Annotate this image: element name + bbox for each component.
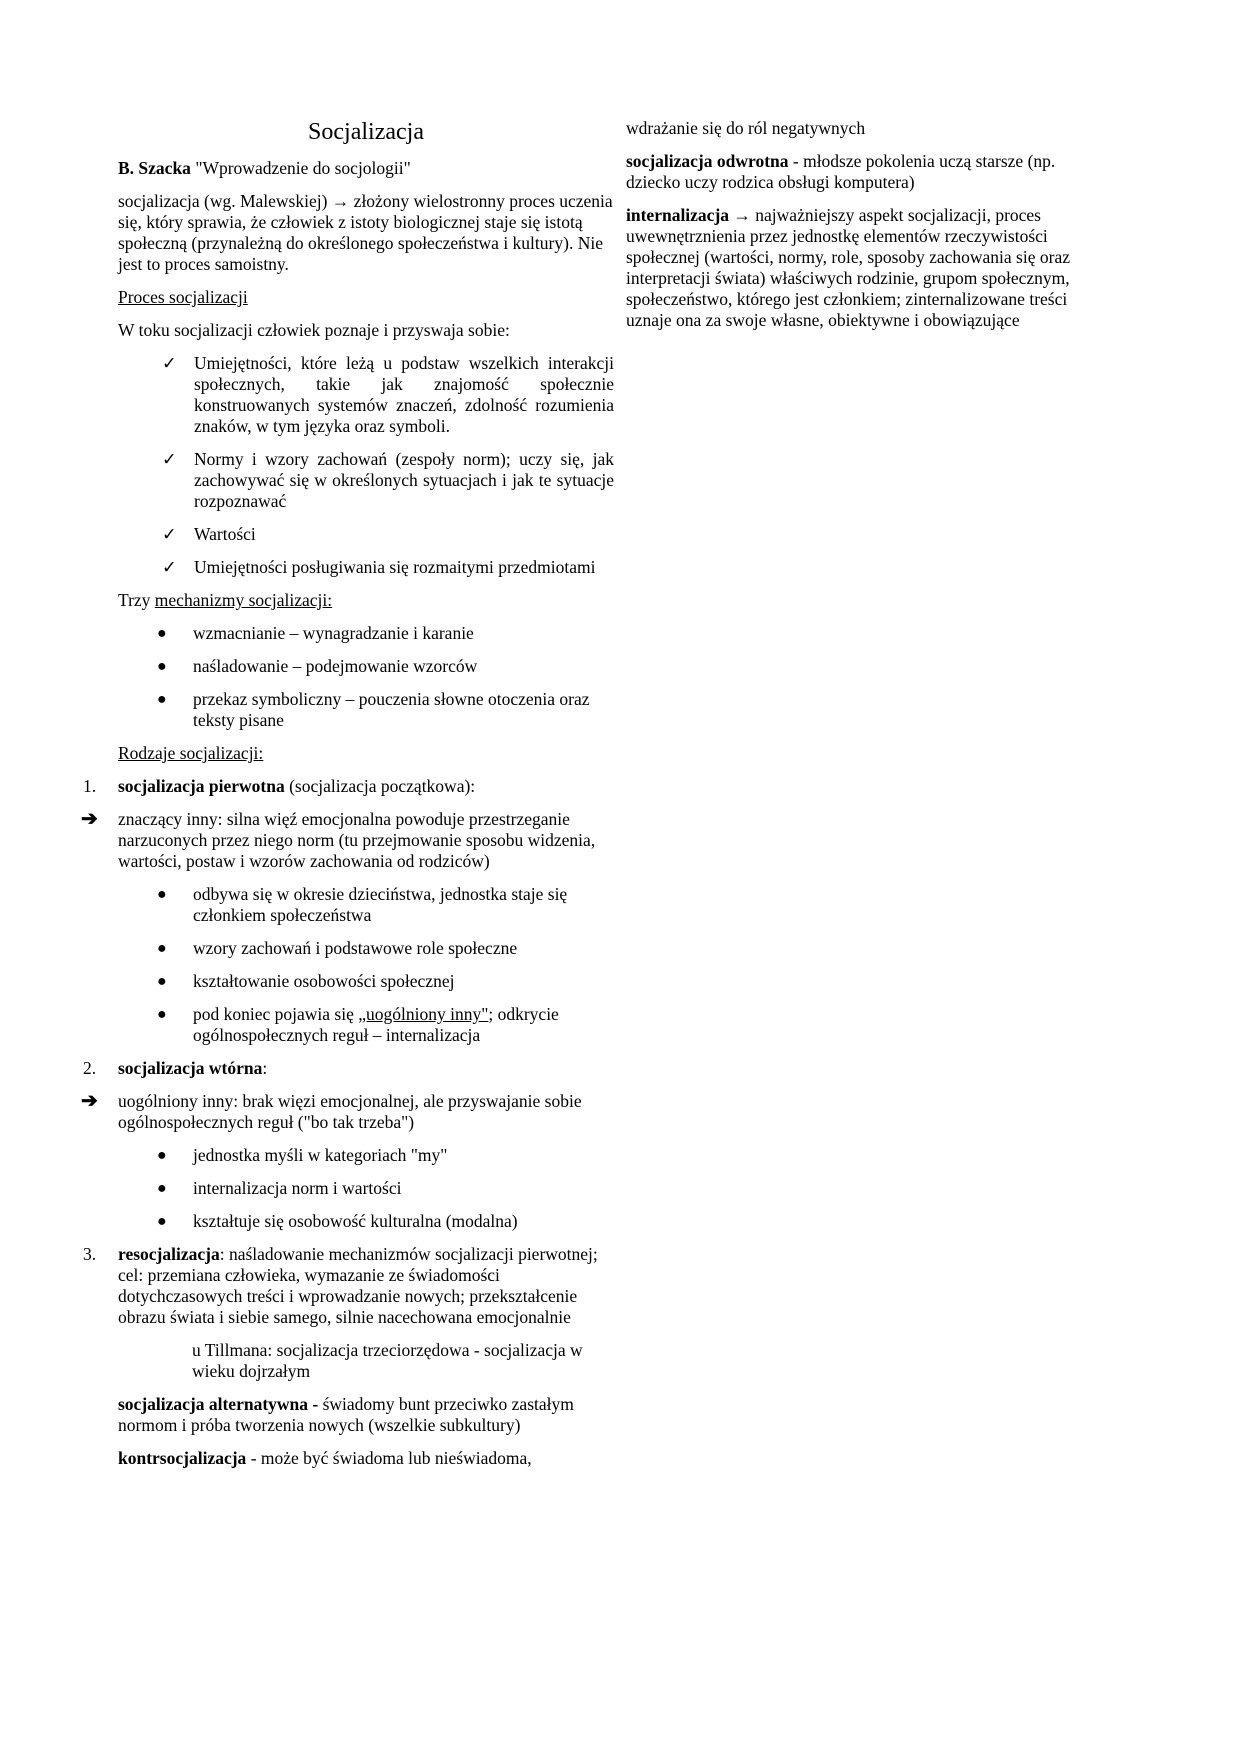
list-number: 3. <box>83 1244 97 1264</box>
generalized-other-term: „uogólniony inny" <box>358 1004 489 1024</box>
bullet-icon: ● <box>157 940 167 957</box>
process-intro: W toku socjalizacji człowiek poznaje i przyswaja sobie: <box>118 320 510 340</box>
mechanisms-heading: Trzy mechanizmy socjalizacji: <box>118 590 333 610</box>
check-icon: ✓ <box>162 449 177 469</box>
author-name: B. Szacka <box>118 158 191 178</box>
bullet-icon: ● <box>157 973 167 990</box>
type-alternative: socjalizacja alternatywna - świadomy bunt przeciwko zastałym normom i próba tworzenia nowych (wszelkie subkultury) <box>118 1394 574 1435</box>
counter-continuation: wdrażanie się do ról negatywnych <box>626 118 866 138</box>
type-primary: 1. socjalizacja pierwotna (socjalizacja początkowa): <box>83 776 476 796</box>
list-item: ● jednostka myśli w kategoriach "my" <box>157 1145 448 1165</box>
check-icon: ✓ <box>162 353 177 373</box>
types-heading: Rodzaje socjalizacji: <box>118 743 264 763</box>
list-item: ● kształtuje się osobowość kulturalna (modalna) <box>157 1211 518 1231</box>
bullet-icon: ● <box>157 1147 167 1164</box>
bullet-icon: ● <box>157 1213 167 1230</box>
list-item: ✓ Normy i wzory zachowań (zespoły norm); uczy się, jak zachowywać się w określonych sytuacjach i jak te sytuacje rozpoznawać <box>162 449 614 511</box>
list-item: ● wzmacnianie – wynagradzanie i karanie <box>157 623 474 643</box>
book-title: "Wprowadzenie do socjologii" <box>195 158 411 178</box>
arrow-right-icon: ➔ <box>81 808 98 830</box>
list-item: ● wzory zachowań i podstawowe role społeczne <box>157 938 518 958</box>
bullet-icon: ● <box>157 625 167 642</box>
acquired-list <box>118 353 614 578</box>
list-number: 1. <box>83 776 97 796</box>
list-item: ✓ Umiejętności, które leżą u podstaw wszelkich interakcji społecznych, takie jak znajomość społecznie konstruowanych systemów znaczeń, zdolność rozumienia znaków, w tym języka oraz symboli. <box>162 353 614 436</box>
bullet-icon: ● <box>157 886 167 903</box>
author-line <box>118 158 614 179</box>
internalization-paragraph: internalizacja → najważniejszy aspekt socjalizacji, proces uwewnętrznienia przez jednostkę elementów rzeczywistości społecznej (wartości, normy, role, sposoby zachowania się oraz interpretacji świata) właściwych rodzinie, grupom społecznym, społeczeństwo, którego jest członkiem; zinternalizowane treści uznaje ona za swoje własne, obiektywne i obowiązujące <box>626 205 1070 330</box>
primary-points <box>118 884 614 1046</box>
mechanisms-list <box>118 623 614 731</box>
bullet-icon: ● <box>157 658 167 675</box>
bullet-icon: ● <box>157 691 167 708</box>
list-item: ✓ Umiejętności posługiwania się rozmaitymi przedmiotami <box>162 557 596 577</box>
right-column <box>626 118 1106 331</box>
list-item: ✓ Wartości <box>162 524 256 544</box>
type-resocialization: 3. resocjalizacja: naśladowanie mechanizmów socjalizacji pierwotnej; cel: przemiana człowieka, wymazanie ze świadomości dotychczasowych treści i wprowadzanie nowych; przekształcenie obrazu świata i siebie samego, silnie nacechowana emocjonalnie <box>83 1244 598 1327</box>
secondary-arrow-item: ➔ uogólniony inny: brak więzi emocjonalnej, ale przyswajanie sobie ogólnospołecznych reguł ("bo tak trzeba") <box>81 1090 582 1132</box>
definition-paragraph: socjalizacja (wg. Malewskiej) → złożony wielostronny proces uczenia się, który sprawia, że człowiek z istoty biologicznej staje się istotą społeczną (przynależną do określonego społeczeństwa i kultury). Nie jest to proces samoistny. <box>118 191 613 274</box>
list-item: ● przekaz symboliczny – pouczenia słowne otoczenia oraz teksty pisane <box>157 689 590 730</box>
page-title: Socjalizacja <box>308 119 424 145</box>
check-icon: ✓ <box>162 557 177 577</box>
left-column <box>81 118 614 1469</box>
type-counter: kontrsocjalizacja - może być świadoma lub nieświadoma, <box>118 1448 532 1468</box>
list-item: ● naśladowanie – podejmowanie wzorców <box>157 656 478 676</box>
list-number: 2. <box>83 1058 97 1078</box>
secondary-points <box>118 1145 614 1232</box>
process-heading: Proces socjalizacji <box>118 287 248 307</box>
check-icon: ✓ <box>162 524 177 544</box>
list-item: ● kształtowanie osobowości społecznej <box>157 971 455 991</box>
type-reverse: socjalizacja odwrotna - młodsze pokolenia uczą starsze (np. dziecko uczy rodzica obsługi komputera) <box>626 151 1056 192</box>
list-item: ● internalizacja norm i wartości <box>157 1178 402 1198</box>
bullet-icon: ● <box>157 1180 167 1197</box>
list-item: ● odbywa się w okresie dzieciństwa, jednostka staje się członkiem społeczeństwa <box>157 884 568 925</box>
list-item: ● pod koniec pojawia się „uogólniony inny"; odkrycie ogólnospołecznych reguł – internalizacja <box>157 1004 559 1045</box>
tillman-note: u Tillmana: socjalizacja trzeciorzędowa - socjalizacja w wieku dojrzałym <box>192 1340 583 1381</box>
arrow-right-icon: ➔ <box>81 1090 98 1112</box>
bullet-icon: ● <box>157 1006 167 1023</box>
primary-arrow-item: ➔ znaczący inny: silna więź emocjonalna powoduje przestrzeganie narzuconych przez niego norm (tu przejmowanie sposobu widzenia, wartości, postaw i wzorów zachowania od rodziców) <box>81 808 596 871</box>
type-secondary: 2. socjalizacja wtórna: <box>83 1058 268 1078</box>
